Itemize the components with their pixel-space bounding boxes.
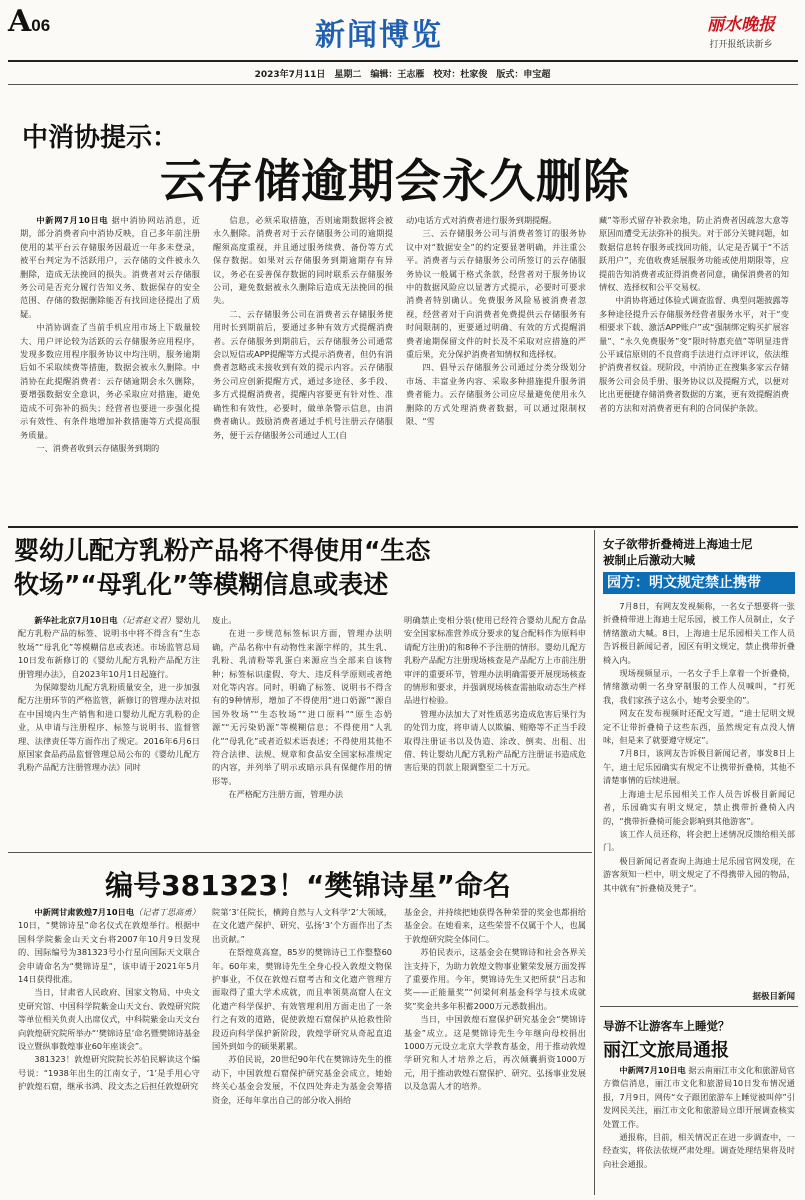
story3-column-1: 中新网甘肃敦煌7月10日电（记者丁思高勇）10日，“樊锦诗星”命名仪式在敦煌举行。根据中国科学院紫金山天文台将2007年10月9日发现的、国际编号为381323号小行星向国际天文联合会申请命名为“樊锦诗星”，该申请于2021年5月14日获得批准。 当日，甘肃省人民政府、国家文物局、中央文史研究馆、中国科学院紫金山天文台、敦煌研究院等单位相关负责人出席仪式，中科院紫金山天文台向敦煌研究院所举办“‘樊锦诗星’命名暨樊锦诗基金设立暨纵事数煌事业60年座谈会”。 381323！敦煌研究院院长苏伯民解读这个编号说：“1938年出生的江南女子，‘1’是手用心守护敦煌石窟，继承书鸿、段文杰之后担任敦煌研究	[18, 907, 200, 1092]
story3-headline: 编号381323！“樊锦诗星”命名	[105, 869, 511, 902]
sidebar2-body: 中新网7月10日电 据云南丽江市文化和旅游局官方微信消息，丽江市文化和旅游局10日发布情况通报，7月9日，网传“女子跟团旅游车上睡觉被叫停”引发网民关注，丽江市文化和旅游局立即开展调查核实处置工作。 通报称，目前，相关情况正在进一步调查中，一经查实，将依法依规严肃处理。调查处理结果将及时向社会通报。	[603, 1065, 795, 1169]
story1-column-3: 动)电话方式对消费者进行服务到期提醒。 三、云存储服务公司与消费者签订的服务协议中对“数据安全”的约定要显著明确，并注重公平。消费者与云存储服务公司所签订的云存储服务协议一般属于格式条款，经营者对于服务协议中的数据风险应以显著方式提示，必要时可要求消费者特别确认。免费服务风险易被消费者忽视，经营者对于向消费者免费提供云存储服务有时间限制的，更要通过明确、有效的方式提醒消费者逾期保留文件的时长及不采取对应措施的严重后果，充分保护消费者知情权和选择权。 四、倡导云存储服务公司通过分类分级划分市场、丰富业务内容、采取多种措施提升服务消费者能力。云存储服务公司应尽量避免使用永久删除的方式处理消费者数据，可以通过限制权限、“雪	[406, 215, 586, 427]
sidebar1-body: 7月8日，有网友发视频称，一名女子想要将一张折叠椅带进上海迪士尼乐园，被工作人员制止，女子情绪激动大喊。8日，上海迪士尼乐园相关工作人员告诉极目新闻记者，园区有明文规定，禁止携带折叠椅入内。 现场视频显示，一名女子手上拿着一个折叠椅，情绪激动朝一名身穿制服的工作人员喊叫，“打死我，我们家孩子这么小，她考会要坐的”。 网友在发布视频时还配文写道，“迪士尼明文规定不让带折叠椅子这些东西，虽然规定有点没人情味，但是来了就要遵守规定”。 7月8日，该网友告诉极目新闻记者，事发8日上午，迪士尼乐园确实有规定不让携带折叠椅，其他不清楚事情的后续进展。 上海迪士尼乐园相关工作人员告诉极目新闻记者，乐园确实有明文规定，禁止携带折叠椅入内的，“携带折叠椅可能会影响到其他游客”。 该工作人员还称，将会把上述情况反馈给相关部门。 极目新闻记者查询上海迪士尼乐园官网发现，在游客须知一栏中，明文规定了不得携带入园的物品，其中就有“折叠椅及凳子”。	[603, 601, 795, 893]
sidebar2-headline: 丽江文旅局通报	[603, 1040, 729, 1061]
dateline: 2023年7月11日 星期二 编辑：王志雁 校对：杜家俊 版式：申宝超	[254, 70, 551, 80]
story3-column-2: 院第‘3’任院长，横跨自然与人文科学‘2’大领域，在文化遗产保护、研究、弘扬‘3’个方面作出了杰出贡献。” 在祭煌莫高窟，85岁的樊锦诗已工作整整60年。60年来，樊锦诗先生全身心投入敦煌文物保护事业，不仅在敦煌石窟考古和文化遗产管理方面取得了重大学术成就，而且率领莫高窟人在文化遗产科学保护、有效管理利用方面走出了一条行之有效的道路，促使敦煌石窟保护从抢救性阶段迈向科学保护新阶段，敦煌学研究从奇起直追国外到如今的硕果累累。 苏伯民说，20世纪90年代在樊锦诗先生的推动下，中国敦煌石窟保护研究基金会成立，她始终关心基金会发展，不仅四处奔走为基金会筹措资金，还每年拿出自己的部分收入捐给	[212, 907, 392, 1105]
story1-column-2: 信息，必须采取措施，否则逾期数据将会被永久删除。消费者对于云存储服务公司的逾期提醒须高度重视，并且通过服务续费、备份等方式保存数据。如果对云存储服务到期逾期存有异议，务必在妥善保存数据的同时联系云存储服务公司，避免数据被永久删除后造成无法挽回的损失。 二、云存储服务公司在消费者云存储服务使用时长到期前后，要通过多种有效方式提醒消费者。云存储服务到期前后，云存储服务公司通常会以短信或APP提醒等方式提示消费者，但仍有消费者忽略或未接收到有效的提示内容。云存储服务公司应创新提醒方式，通过多途径、多手段、多方式提醒消费者，提醒内容要更有针对性、准确性和有效性，必要时，做单条警示信息，由消费者确认。鼓励消费者通过手机号注册云存储服务，便于云存储服务公司通过人工(自	[213, 215, 393, 440]
sidebar1-source: 据极目新闻	[752, 992, 795, 1002]
dateline-rule	[8, 84, 798, 85]
sidebar-separator	[600, 1006, 798, 1007]
brand-logo: 丽水晚报	[707, 15, 775, 35]
story1-kicker: 中消协提示：	[22, 123, 179, 153]
sidebar1-heading: 女子欲带折叠椅进上海迪士尼 被制止后激动大喊 园方：明文规定禁止携带	[603, 536, 795, 594]
story1-column-1: 中新网7月10日电 据中消协网站消息，近期，部分消费者向中消协反映，自己多年前注册使用的某平台云存储服务因最近一年多未登录，被平台判定为不活跃用户，云存储的文件被永久删除，造成无法挽回的损失。消费者对云存储服务公司是否充分履行告知义务、数据保存的安全范围、存储的数据删除能否有找回途径提出了质疑。 中消协调查了当前手机应用市场上下载量较大、用户评论较为活跃的云存储服务应用程序，发现多数应用程序服务协议中均注明，服务逾期后如不采取续费等措施，数据会被永久删除。中消协在此提醒消费者：云存储逾期会永久删除，要增强数据安全意识，务必采取应对措施，避免造成不可弥补的损失；经营者也要进一步强化提示有效性、有条件地增加补救措施等方式提高服务质量。 一、消费者收到云存储服务到期的	[20, 215, 200, 453]
column-divider	[594, 530, 595, 1195]
header-rule	[8, 60, 798, 62]
section-title: 新闻博览	[315, 18, 443, 53]
story2-headline: 婴幼儿配方乳粉产品将不得使用“生态 牧场”“母乳化”等模糊信息或表述	[14, 536, 431, 599]
story1-headline: 云存储逾期会永久删除	[160, 154, 630, 208]
story2-bottom-rule	[8, 852, 592, 853]
story3-column-3: 基金会，并持续把她获得各种荣誉的奖金也都捐给基金会。在她看来，这些荣誉不仅属于个人，也属于敦煌研究院全体同仁。 苏伯民表示，这基金会在樊锦诗和社会各界关注支持下，为助力敦煌文物事业繁荣发展方面发挥了重要作用。今年，樊锦诗先生又把所获“吕志和奖——正能量奖”“何梁何利基金科学与技术成就奖”奖金共多年积蓄2000万元悉数捐出。 当日，中国敦煌石窟保护研究基金会“樊锦诗基金”成立。这是樊锦诗先生今年继向母校捐出1000万元设立北京大学教育基金，用于推动敦煌学研究和人才培养之后，再次倾囊捐资1000万元，用于推动敦煌石窟保护、研究、弘扬事业发展以及急需人才的培养。	[404, 907, 586, 1092]
story1-bottom-rule	[8, 526, 798, 528]
brand-slogan: 打开报纸读新乡	[709, 40, 773, 50]
story2-column-3: 明确禁止变相分装(使用已经符合婴幼儿配方食品安全国家标准营养成分要求的复合配料作为原料申请配方注册)的和8种不予注册的情形。婴幼儿配方乳粉产品配方注册现场核查是产品配方上市前注册审评的重要环节，管理办法明确需要开展现场核查的情形和要求，并强调现场核查需抽取动态生产样品进行检验。 管理办法加大了对性质恶劣造成危害后果行为的处罚力度，将申请人以欺骗、贿赂等不正当手段取得注册证书以及伪造、涂改、倒卖、出租、出借、转让婴幼儿配方乳粉产品配方注册证书造成危害后果的罚款上限调整至二十万元。	[404, 615, 586, 773]
page-number: A06	[8, 4, 51, 39]
sidebar1-headline: 园方：明文规定禁止携带	[603, 572, 795, 594]
sidebar2-kicker: 导游不让游客车上睡觉？	[603, 1019, 730, 1033]
story3-lead: 中新网甘肃敦煌7月10日电	[34, 907, 135, 917]
story1-lead: 中新网7月10日电	[36, 215, 109, 225]
story2-column-2: 废止。 在进一步规范标签标识方面，管理办法明确，产品名称中有动物性来源字样的，其生乳、乳粉、乳清粉等乳蛋白来源应当全部来自该物种；标签标识虚假、夸大、违反科学原则或者绝对化等内容。同时，明确了标签、说明书不得含有的9种情形，增加了不得使用“进口奶源”“源自国外牧场”“生态牧场”“进口原料”“原生态奶源”“无污染奶源”等模糊信息；不得使用“人乳化”“母乳化”或者近似术语表述；不得使用其他不符合法律、法规、规章和食品安全国家标准规定的内容，并列举了明示或暗示具有保健作用的情形等。 在严格配方注册方面，管理办法	[212, 615, 392, 800]
story1-column-4: 藏”等形式留存补救余地，防止消费者因疏忽大意等原因而遭受无法弥补的损失。对于部分关键问题，如数据信息转存服务或找回功能，认定是否属于“不活跃用户”，充值收费延展服务功能或使用期限等，应提前告知消费者或征得消费者同意，确保消费者的知情权、选择权和公平交易权。 中消协将通过体验式调查监督、典型问题披露等多种途径提升云存储服务经营者服务水平，对于“变相要求下载、激活APP账户”或“强制绑定购买扩展容量”、“永久免费服务”变“限时特惠充值”等明显违背公平诚信原则的不良营商手法进行点评评议，依法维护消费者权益。现阶段，中消协正在搜集多家云存储服务公司会员手册、服务协议以及提醒方式，以便对比出更便捷存储消费者数据的方案，更有效提醒消费者的方法和对消费者更有利的合同保护条款。	[599, 215, 789, 413]
story2-lead: 新华社北京7月10日电	[34, 615, 118, 625]
sidebar2-lead: 中新网7月10日电	[619, 1065, 686, 1075]
story2-column-1: 新华社北京7月10日电（记者赵文君）婴幼儿配方乳粉产品的标签、说明书中将不得含有“生态牧场”“母乳化”等模糊信息或表述。市场监管总局10日发布新修订的《婴幼儿配方乳粉产品配方注册管理办法》，自2023年10月1日起施行。 为保障婴幼儿配方乳粉质量安全，进一步加强配方注册环节的严格监管，新修订的管理办法对拟在中国境内生产销售和进口婴幼儿配方乳粉的企业，从申请与注册程序、标签与说明书、监督管理、法律责任等方面作出了规定。2016年6月6日原国家食品药品监督管理总局公布的《婴幼儿配方乳粉产品配方注册管理办法》同时	[18, 615, 200, 773]
newspaper-brand	[683, 10, 799, 50]
